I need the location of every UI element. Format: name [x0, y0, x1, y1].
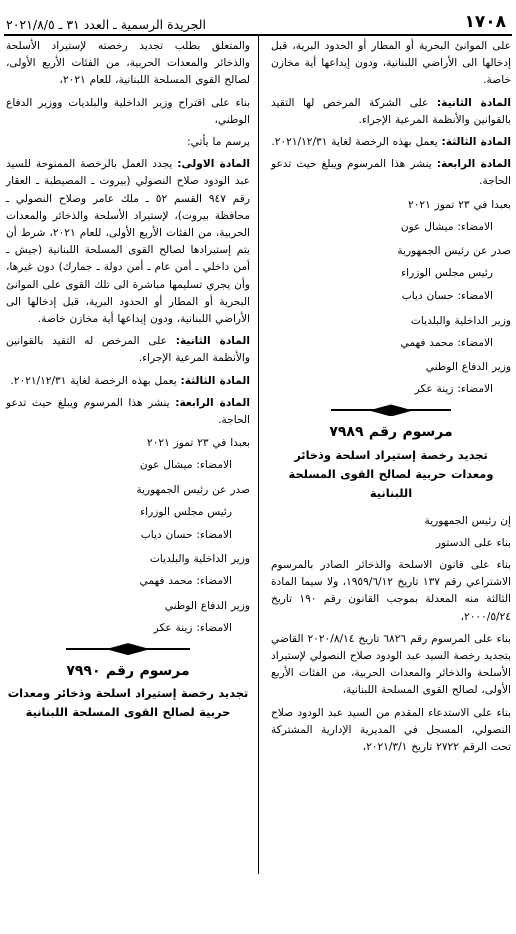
article-4-text: ينشر هذا المرسوم ويبلغ حيث تدعو الحاجة.: [6, 396, 250, 427]
president-signature: الامضاء: ميشال عون: [139, 459, 232, 472]
article-2: [271, 95, 511, 129]
article-3-label: المادة الثالثة:: [441, 136, 511, 149]
article-1: [6, 156, 250, 328]
interior-minister-signature: الامضاء: محمد فهمي: [139, 575, 232, 588]
decree-title: تجديد رخصة إستيراد اسلحة وذخائر ومعدات حربية لصالح القوى المسلحة اللبنانية: [288, 447, 494, 500]
pm-title: رئيس مجلس الوزراء: [401, 267, 493, 280]
decree-number: مرسوم رقم ٧٩٨٩: [329, 424, 453, 441]
article-2-text: على المرخص له التقيد بالقوانين والأنظمة المرعية الإجراء.: [6, 335, 250, 365]
article-4: [271, 156, 511, 190]
date-line: بعبدا في ٢٣ تموز ٢٠٢١: [147, 437, 250, 450]
left-column: [6, 38, 250, 732]
president-signature: الامضاء: ميشال عون: [400, 220, 493, 233]
pm-signature: الامضاء: حسان دياب: [401, 290, 493, 303]
decree-intro-continued: والمتعلق بطلب تجديد رخصته لإستيراد الأسلحة والذخائر والمعدات الحربية، من الفئات الأربع الأولى، لصالح القوى المسلحة اللبنانية، للعام ٢٠٢١،: [6, 40, 250, 87]
decrees-line: يرسم ما يأتي:: [187, 136, 250, 149]
article-2-label: المادة الثانية:: [175, 335, 250, 348]
date-line: بعبدا في ٢٣ تموز ٢٠٢١: [408, 198, 511, 211]
decree-separator: [271, 404, 511, 416]
article-3: [6, 373, 250, 390]
article-4-label: المادة الرابعة:: [175, 396, 250, 409]
interior-minister-title: وزير الداخلية والبلديات: [410, 314, 511, 327]
defense-minister-title: وزير الدفاع الوطني: [164, 599, 250, 612]
preamble-previous-decree: بناء على المرسوم رقم ٦٨٢٦ تاريخ ٢٠٢٠/٨/١٤ القاضي بتجديد رخصة السيد عبد الودود صلاح النصولي لإستيراد الأسلحة والذخائر والمعدات الحربية، من الفئات الأربع الأولى، لصالح القوى المسلحة اللبنانية،: [271, 632, 511, 697]
defense-minister-title: وزير الدفاع الوطني: [425, 361, 511, 374]
preamble-request: بناء على الاستدعاء المقدم من السيد عبد الودود صلاح النصولي، المسجل في المديرية الإدارية المشتركة تحت الرقم ٢٧٢٢ تاريخ ٢٠٢١/٣/١،: [271, 706, 511, 754]
pm-title: رئيس مجلس الوزراء: [140, 505, 232, 518]
preamble-weapons-law: بناء على قانون الاسلحة والذخائر الصادر بالمرسوم الاشتراعي رقم ١٣٧ تاريخ ١٩٥٩/٦/١٢، ولا سيما المادة الثالثة منه المعدلة بموجب القانون رقم ١٩٠ تاريخ ٢٠٠٠/٥/٢٤،: [271, 559, 511, 623]
article-1-text: يجدد العمل بالرخصة الممنوحة للسيد عبد الودود صلاح النصولي (بيروت ـ المصيطبة ـ العقار رقم ٩٤٧ القسم ٥٢ ـ ملك عامر وصلاح النصولي ـ محافظة بيروت)، لإستيراد الأسلحة والذخائر والمعدات الحربية، من الفئات الأربع الأولى، للعام ٢٠٢١، شرط أن يتم إستيرادها لصالح القوى المسلحة اللبنانية (جيش ـ أمن داخلي ـ أمن عام ـ أمن دولة ـ جمارك) دون غيرها، وأن يجري تسليمها مباشرة الى تلك القوى على الموانئ البحرية أو المطار أو الحدود البرية، قبل إدخالها الى الأراضي اللبنانية، ودون إيداعها أية مخازن خاصة.: [6, 158, 250, 326]
preamble-constitution: بناء على الدستور: [435, 536, 511, 549]
interior-minister-title: وزير الداخلية والبلديات: [149, 553, 250, 566]
article-2-label: المادة الثانية:: [436, 96, 511, 109]
page-number: ١٧٠٨: [464, 12, 506, 32]
preamble-president: إن رئيس الجمهورية: [424, 514, 511, 527]
preamble-proposal: بناء على اقتراح وزير الداخلية والبلديات ووزير الدفاع الوطني،: [6, 96, 250, 126]
article-1-label: المادة الاولى:: [177, 158, 251, 171]
article-3: [271, 134, 511, 151]
article-3-label: المادة الثالثة:: [180, 374, 250, 387]
right-column: [271, 38, 511, 761]
article-4-text: ينشر هذا المرسوم ويبلغ حيث تدعو الحاجة.: [271, 158, 511, 188]
article-4: [6, 395, 250, 429]
article-4-label: المادة الرابعة:: [436, 158, 511, 171]
article-3-text: يعمل بهذه الرخصة لغاية ٢٠٢١/١٢/٣١.: [10, 374, 177, 387]
article-3-text: يعمل بهذه الرخصة لغاية ٢٠٢١/١٢/٣١.: [271, 136, 438, 149]
issued-by: صدر عن رئيس الجمهورية: [397, 245, 511, 258]
issued-by: صدر عن رئيس الجمهورية: [136, 483, 250, 496]
gazette-title: الجريدة الرسمية ـ العدد ٣١ ـ ٢٠٢١/٨/٥: [6, 17, 206, 32]
interior-minister-signature: الامضاء: محمد فهمي: [400, 336, 493, 349]
defense-minister-signature: الامضاء: زينة عكر: [414, 383, 493, 396]
decree-intro-continued: على الموانئ البحرية أو المطار أو الحدود البرية، قبل إدخالها الى الأراضي اللبنانية، ودون إيداعها أية مخازن خاصة.: [271, 40, 511, 87]
column-divider: [258, 34, 259, 874]
page-header: [4, 4, 512, 36]
defense-minister-signature: الامضاء: زينة عكر: [153, 621, 232, 634]
decree-title: تجديد رخصة إستيراد اسلحة وذخائر ومعدات حربية لصالح القوى المسلحة اللبنانية: [7, 686, 249, 720]
article-2: [6, 333, 250, 367]
decree-separator: [6, 643, 250, 655]
pm-signature: الامضاء: حسان دياب: [140, 529, 232, 542]
article-2-text: على الشركة المرخص لها التقيد بالقوانين والأنظمة المرعية الإجراء.: [271, 96, 511, 126]
decree-number: مرسوم رقم ٧٩٩٠: [66, 663, 190, 680]
